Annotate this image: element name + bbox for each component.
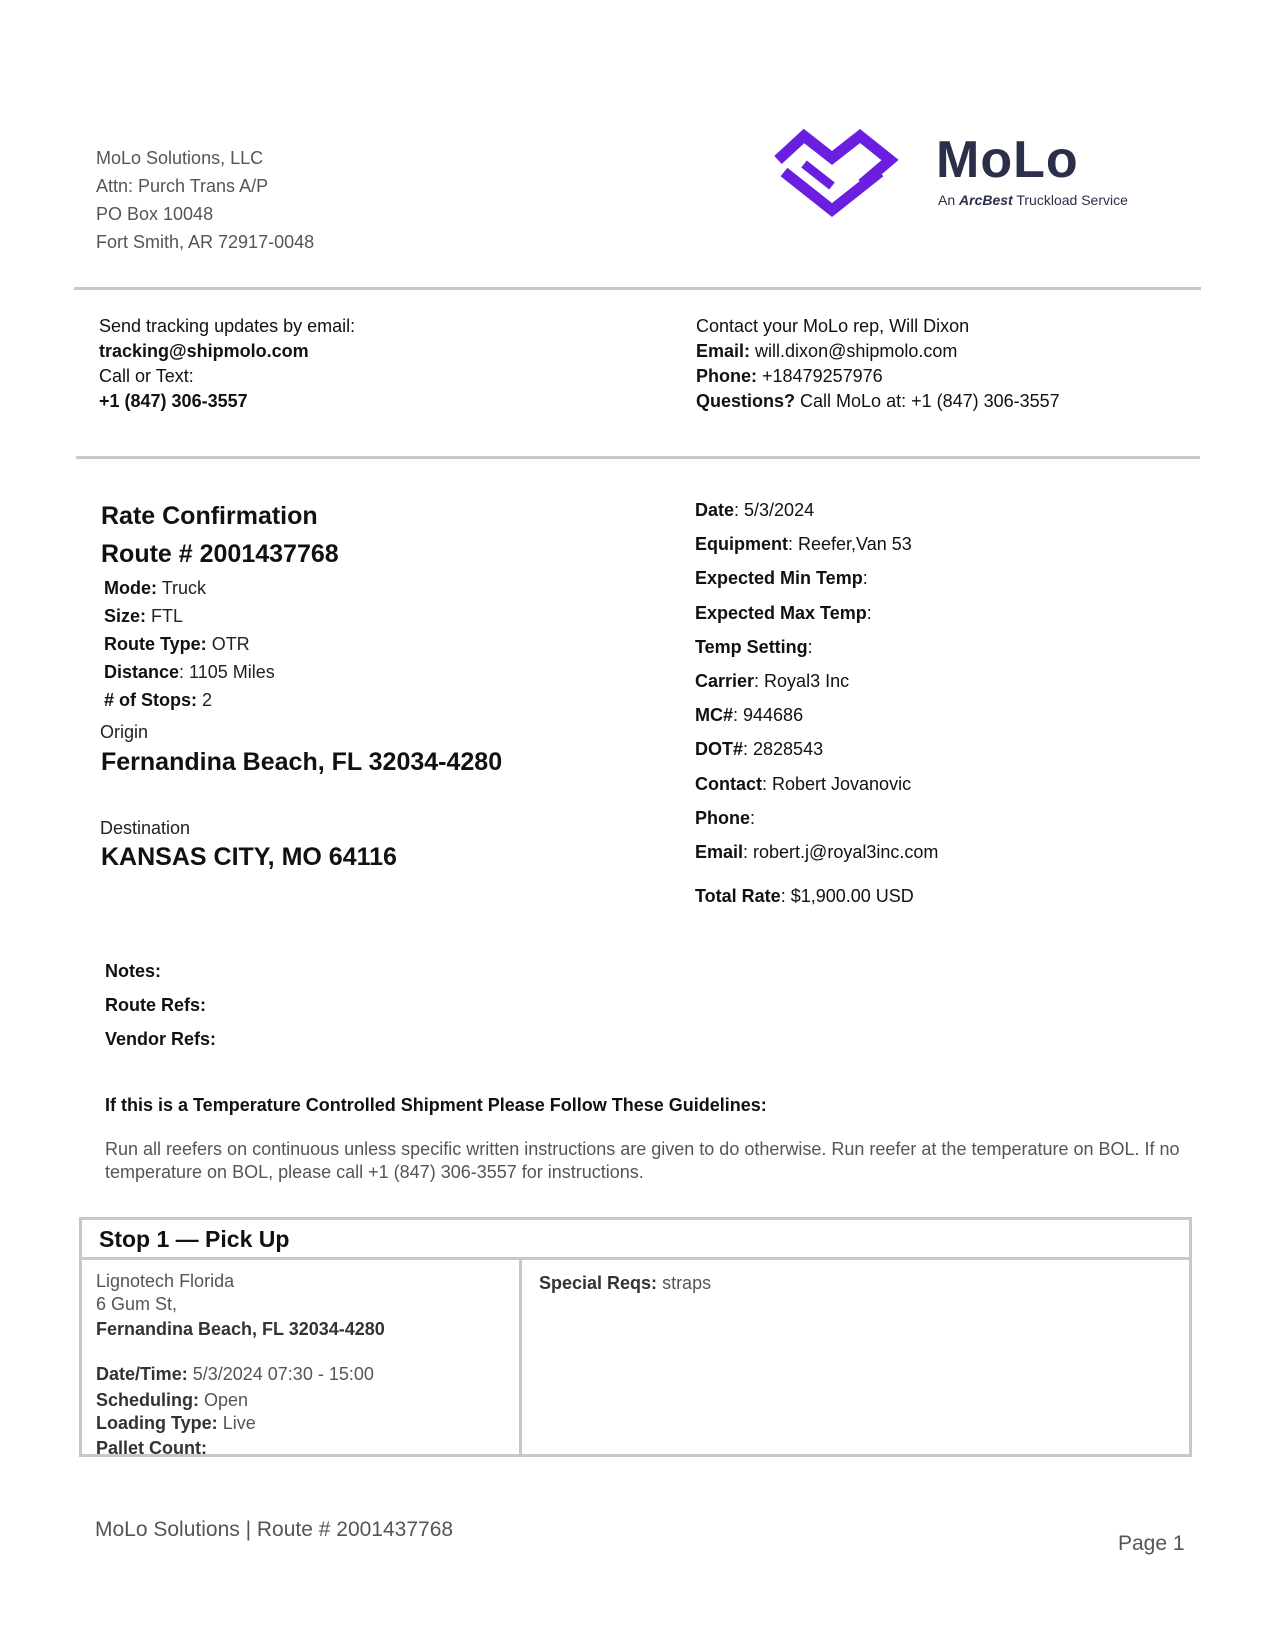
tracking-email[interactable]: tracking@shipmolo.com — [99, 341, 309, 361]
refs-block — [105, 957, 216, 1059]
rep-phone: +18479257976 — [762, 366, 883, 386]
route-title-block — [101, 497, 339, 573]
temp-setting-value: : — [807, 636, 813, 657]
page-title: Rate Confirmation — [101, 502, 318, 530]
page-number: Page 1 — [1118, 1532, 1185, 1555]
route-type-value: OTR — [211, 634, 250, 654]
dot-label: DOT# — [695, 739, 744, 760]
datetime-label: Date/Time: — [96, 1364, 188, 1384]
stop-city: Fernandina Beach, FL 32034-4280 — [96, 1319, 385, 1339]
distance-value: : 1105 Miles — [179, 662, 275, 682]
special-reqs-label: Special Reqs: — [539, 1273, 658, 1293]
date-value: : 5/3/2024 — [734, 500, 815, 520]
stop-1-special-cell — [522, 1260, 1189, 1454]
guidelines-text: Run all reefers on continuous unless specific written instructions are given to do otherwise. Run reefer at the temperature on BOL. If no temperature on BOL, please call +1 (847) 306-3557 for instructions. — [105, 1139, 1180, 1182]
stops-value: 2 — [202, 690, 213, 710]
route-type-label: Route Type: — [104, 634, 207, 654]
equipment-label: Equipment — [695, 534, 788, 555]
loading-type-label: Loading Type: — [96, 1413, 218, 1433]
sender-attn: Attn: Purch Trans A/P — [96, 176, 269, 196]
stop-1-header: Stop 1 — Pick Up — [82, 1220, 1189, 1260]
molo-logo — [776, 128, 1146, 223]
loading-type-value: Live — [222, 1413, 256, 1433]
date-label: Date — [695, 500, 735, 520]
stop-street: 6 Gum St, — [96, 1294, 178, 1314]
stop-company: Lignotech Florida — [96, 1271, 235, 1291]
scheduling-value: Open — [204, 1390, 249, 1410]
temp-setting-label: Temp Setting — [695, 636, 808, 657]
route-details — [104, 574, 275, 714]
carrier-email-value[interactable]: : robert.j@royal3inc.com — [743, 841, 939, 862]
dot-value: : 2828543 — [743, 739, 824, 760]
size-value: FTL — [151, 606, 184, 626]
rep-email-label: Email: — [696, 341, 751, 361]
stops-label: # of Stops: — [104, 690, 197, 710]
questions-text: Call MoLo at: +1 (847) 306-3557 — [800, 391, 1060, 411]
max-temp-label: Expected Max Temp — [695, 602, 867, 623]
origin-label: Origin — [100, 722, 149, 742]
logo-tagline — [938, 192, 1128, 208]
pallet-count-label: Pallet Count: — [96, 1438, 207, 1458]
scheduling-label: Scheduling: — [96, 1390, 199, 1410]
call-or-text-label: Call or Text: — [99, 366, 194, 386]
mode-value: Truck — [161, 578, 207, 598]
mc-label: MC# — [695, 705, 734, 726]
notes-label: Notes: — [105, 961, 162, 981]
equipment-value: : Reefer,Van 53 — [788, 534, 912, 555]
stop-1-table — [79, 1217, 1192, 1457]
total-rate-label: Total Rate — [695, 886, 781, 907]
mode-label: Mode: — [104, 578, 157, 598]
tracking-block — [99, 314, 355, 414]
tracking-line: Send tracking updates by email: — [99, 316, 356, 336]
sender-city: Fort Smith, AR 72917-0048 — [96, 232, 315, 252]
logo-wordmark: MoLo — [936, 131, 1079, 189]
sender-po-box: PO Box 10048 — [96, 204, 214, 224]
vendor-refs-label: Vendor Refs: — [105, 1029, 217, 1049]
sender-company: MoLo Solutions, LLC — [96, 148, 264, 168]
logo-tag-suffix: Truckload Service — [1016, 192, 1128, 208]
min-temp-label: Expected Min Temp — [695, 568, 863, 589]
logo-tag-brand: ArcBest — [959, 192, 1013, 208]
carrier-value: : Royal3 Inc — [754, 670, 850, 691]
datetime-value: 5/3/2024 07:30 - 15:00 — [192, 1364, 374, 1384]
sender-address — [96, 144, 314, 256]
total-rate-value: : $1,900.00 USD — [780, 886, 914, 907]
contact-value: : Robert Jovanovic — [762, 773, 912, 794]
max-temp-value: : — [866, 602, 872, 623]
rep-phone-label: Phone: — [696, 366, 757, 386]
carrier-phone-label: Phone — [695, 807, 751, 828]
carrier-email-label: Email — [695, 841, 744, 862]
distance-label: Distance — [104, 662, 180, 682]
questions-label: Questions? — [696, 391, 796, 411]
footer-route: MoLo Solutions | Route # 2001437768 — [95, 1518, 454, 1541]
mc-value: : 944686 — [733, 705, 804, 726]
logo-tag-prefix: An — [938, 192, 956, 208]
guidelines-title: If this is a Temperature Controlled Shipment Please Follow These Guidelines: — [105, 1095, 767, 1115]
rep-email[interactable]: will.dixon@shipmolo.com — [755, 341, 958, 361]
carrier-phone-value: : — [750, 807, 756, 828]
divider-top — [74, 287, 1201, 290]
destination-value: KANSAS CITY, MO 64116 — [101, 843, 397, 871]
origin-value: Fernandina Beach, FL 32034-4280 — [101, 748, 503, 776]
rep-block — [696, 314, 1060, 414]
divider-middle — [76, 456, 1200, 459]
route-number: Route # 2001437768 — [101, 540, 339, 568]
size-label: Size: — [104, 606, 147, 626]
min-temp-value: : — [862, 568, 868, 589]
carrier-label: Carrier — [695, 670, 755, 691]
tracking-phone: +1 (847) 306-3557 — [99, 391, 248, 411]
shipment-details — [695, 496, 938, 916]
contact-label: Contact — [695, 773, 762, 794]
rep-name-line: Contact your MoLo rep, Will Dixon — [696, 316, 970, 336]
molo-logo-mark-icon — [770, 128, 900, 218]
destination-label: Destination — [100, 818, 191, 838]
route-refs-label: Route Refs: — [105, 995, 207, 1015]
special-reqs-value: straps — [662, 1273, 712, 1293]
stop-1-address-cell — [82, 1260, 522, 1458]
